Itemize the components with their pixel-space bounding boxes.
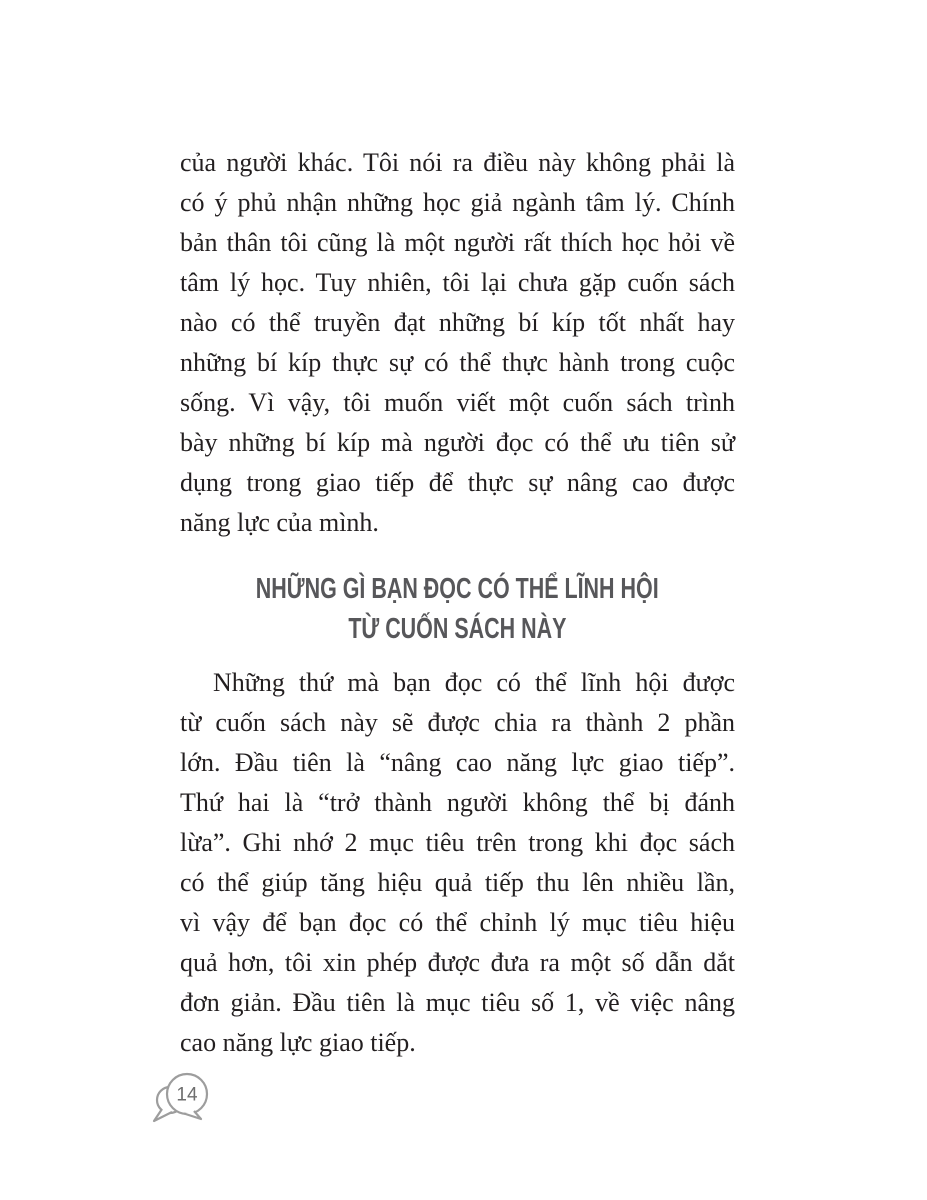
text-line: lừa”. Ghi nhớ 2 mục tiêu trên trong khi đọc sách: [180, 828, 735, 857]
text-column: [180, 143, 735, 1063]
text-line: Những thứ mà bạn đọc có thể lĩnh hội được: [213, 668, 735, 697]
section-heading-line-2: [180, 609, 735, 649]
text-line: vì vậy để bạn đọc có thể chỉnh lý mục tiêu hiệu: [180, 908, 735, 937]
text-line: năng lực của mình.: [180, 508, 379, 537]
text-line: dụng trong giao tiếp để thực sự nâng cao được: [180, 468, 735, 497]
speech-bubbles-icon: [150, 1069, 210, 1127]
section-heading-text-2: TỪ CUỐN SÁCH NÀY: [348, 613, 567, 645]
text-line: quả hơn, tôi xin phép được đưa ra một số dẫn dắt: [180, 948, 735, 977]
page-number-badge: [150, 1069, 210, 1127]
text-line: bày những bí kíp mà người đọc có thể ưu tiên sử: [180, 428, 735, 457]
section-heading-line-1: [180, 569, 735, 609]
text-line: lớn. Đầu tiên là “nâng cao năng lực giao tiếp”.: [180, 748, 735, 777]
text-line: của người khác. Tôi nói ra điều này không phải là: [180, 148, 735, 177]
text-line: Thứ hai là “trở thành người không thể bị đánh: [180, 788, 735, 817]
section-heading: [180, 569, 735, 649]
text-line: có ý phủ nhận những học giả ngành tâm lý. Chính: [180, 188, 735, 217]
text-line: những bí kíp thực sự có thể thực hành trong cuộc: [180, 348, 735, 377]
page-number: 14: [176, 1084, 198, 1106]
text-line: nào có thể truyền đạt những bí kíp tốt nhất hay: [180, 308, 735, 337]
paragraph-body: [180, 663, 735, 1063]
text-line: có thể giúp tăng hiệu quả tiếp thu lên nhiều lần,: [180, 868, 735, 897]
paragraph-continuation: [180, 143, 735, 543]
text-line: cao năng lực giao tiếp.: [180, 1028, 416, 1057]
text-line: bản thân tôi cũng là một người rất thích học hỏi về: [180, 228, 735, 257]
text-line: sống. Vì vậy, tôi muốn viết một cuốn sách trình: [180, 388, 735, 417]
text-line: từ cuốn sách này sẽ được chia ra thành 2 phần: [180, 708, 735, 737]
section-heading-text-1: NHỮNG GÌ BẠN ĐỌC CÓ THỂ LĨNH HỘI: [256, 573, 659, 605]
text-line: đơn giản. Đầu tiên là mục tiêu số 1, về việc nâng: [180, 988, 735, 1017]
text-line: tâm lý học. Tuy nhiên, tôi lại chưa gặp cuốn sách: [180, 268, 735, 297]
